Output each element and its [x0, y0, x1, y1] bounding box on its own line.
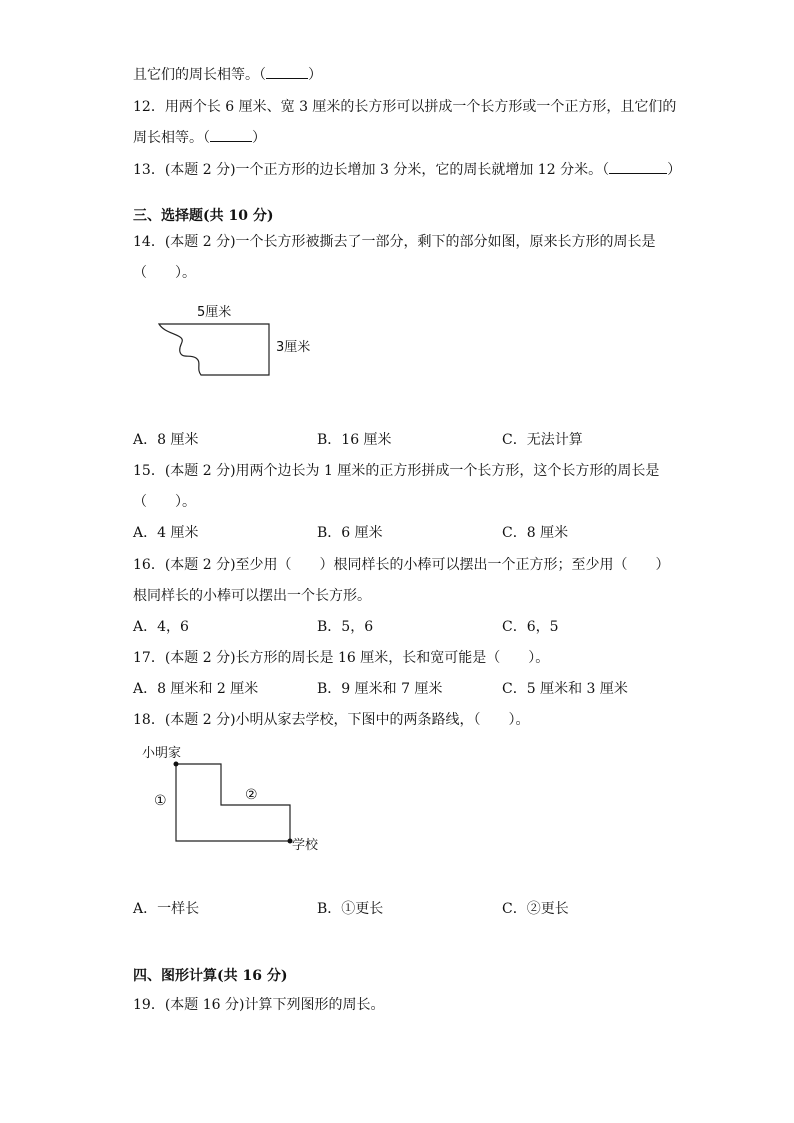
route-1-path — [176, 764, 290, 841]
q16-option-b[interactable]: B．5，6 — [317, 619, 374, 635]
question-15-line1: 15．(本题 2 分)用两个边长为 1 厘米的正方形拼成一个长方形，这个长方形的周长是 — [133, 463, 660, 479]
question-17-line1: 17．(本题 2 分)长方形的周长是 16 厘米，长和宽可能是（ ）。 — [133, 650, 550, 666]
q17-option-a[interactable]: A．8 厘米和 2 厘米 — [133, 681, 259, 697]
answer-blank-11[interactable] — [266, 66, 308, 79]
question-19-line1: 19．(本题 16 分)计算下列图形的周长。 — [133, 997, 385, 1013]
q15-option-a[interactable]: A．4 厘米 — [133, 525, 199, 541]
q15-option-c[interactable]: C．8 厘米 — [502, 525, 569, 541]
question-14-line1: 14．(本题 2 分)一个长方形被撕去了一部分，剩下的部分如图，原来长方形的周长是 — [133, 234, 656, 250]
q17-option-b[interactable]: B．9 厘米和 7 厘米 — [317, 681, 443, 697]
question-16-line2: 根同样长的小棒可以摆出一个长方形。 — [133, 588, 371, 604]
question-12-line2: 周长相等。（ ） — [133, 130, 266, 146]
question-15-line2: （ ）。 — [133, 494, 196, 510]
q18-option-a[interactable]: A．一样长 — [133, 901, 200, 917]
q16-option-c[interactable]: C．6，5 — [502, 619, 559, 635]
section-3-title: 三、选择题(共 10 分) — [133, 208, 274, 224]
q16-option-a[interactable]: A．4，6 — [133, 619, 189, 635]
q18-option-c[interactable]: C．②更长 — [502, 901, 569, 917]
home-point — [174, 762, 179, 767]
torn-rectangle-figure — [150, 298, 350, 388]
school-label: 学校 — [292, 838, 319, 853]
q14-option-b[interactable]: B．16 厘米 — [317, 432, 392, 448]
q14-option-a[interactable]: A．8 厘米 — [133, 432, 199, 448]
torn-rectangle-outline — [159, 324, 269, 375]
route-1-label: ① — [154, 793, 167, 809]
question-13: 13．(本题 2 分)一个正方形的边长增加 3 分米，它的周长就增加 12 分米。（ ） — [133, 162, 682, 178]
answer-blank-13[interactable] — [609, 161, 667, 174]
question-11-text: 且它们的周长相等。（ — [133, 67, 266, 83]
question-18-line1: 18．(本题 2 分)小明从家去学校，下图中的两条路线，（ ）。 — [133, 712, 530, 728]
q14-option-c[interactable]: C．无法计算 — [502, 432, 583, 448]
q17-option-c[interactable]: C．5 厘米和 3 厘米 — [502, 681, 628, 697]
answer-blank-12[interactable] — [210, 129, 252, 142]
q15-option-b[interactable]: B．6 厘米 — [317, 525, 383, 541]
route-2-label: ② — [245, 787, 258, 803]
route-map-figure — [140, 738, 340, 858]
section-4-title: 四、图形计算(共 16 分) — [133, 968, 288, 984]
question-16-line1: 16．(本题 2 分)至少用（ ）根同样长的小棒可以摆出一个正方形；至少用（ ） — [133, 557, 670, 573]
length-label: 5厘米 — [197, 305, 232, 320]
home-label: 小明家 — [142, 746, 182, 761]
question-11-tail: 且它们的周长相等。（ ） — [133, 67, 322, 83]
q18-option-b[interactable]: B．①更长 — [317, 901, 384, 917]
question-14-line2: （ ）。 — [133, 265, 196, 281]
route-2-path — [176, 764, 290, 841]
width-label: 3厘米 — [276, 340, 311, 355]
question-12-line1: 12．用两个长 6 厘米、宽 3 厘米的长方形可以拼成一个长方形或一个正方形，且它们的 — [133, 99, 677, 115]
